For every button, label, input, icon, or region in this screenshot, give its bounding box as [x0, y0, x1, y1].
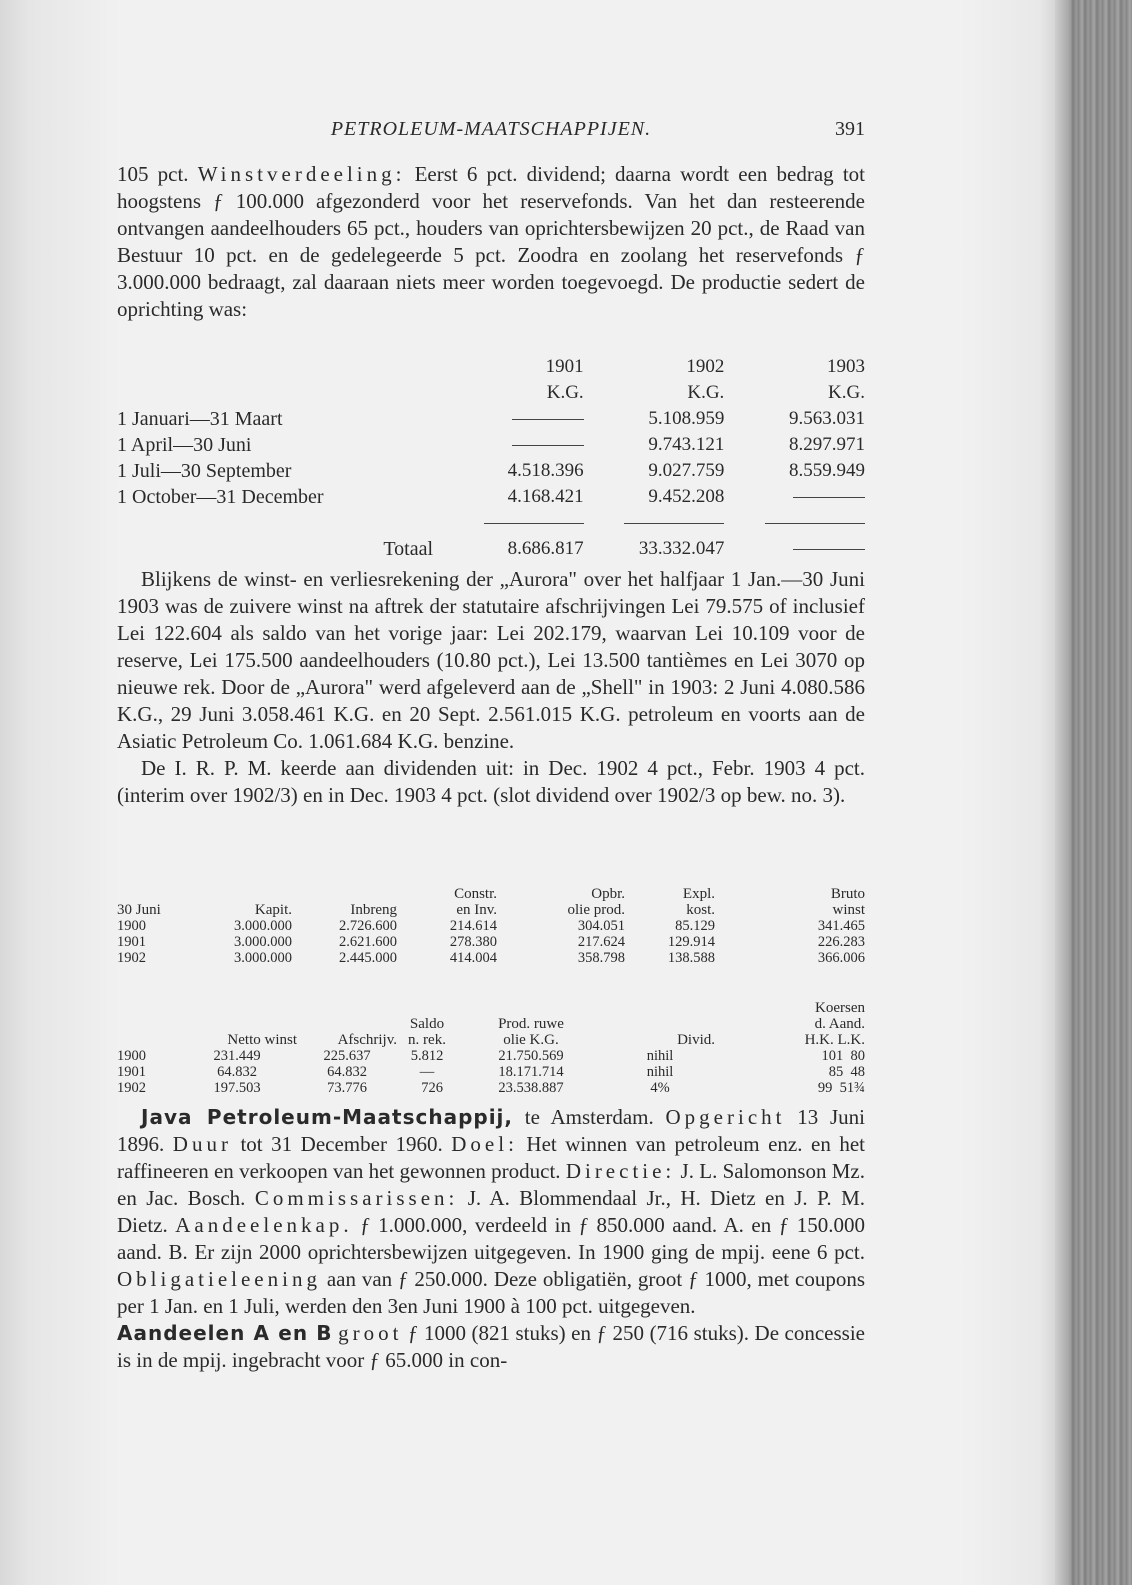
year-header: 1901 [545, 356, 584, 377]
table-row: 1 April—30 Juni 9.743.121 8.297.971 [117, 433, 865, 456]
running-header [117, 118, 865, 144]
table-row: 1900 3.000.000 2.726.600 214.614 304.051 85.129 341.465 [117, 918, 865, 934]
paragraph-aurora: Blijkens de winst- en verliesrekening der „Aurora" over het halfjaar 1 Jan.—30 Juni 1903 was de zuivere winst na aftrek der statutaire afschrijvingen Lei 79.575 of inclusief Lei 122.604 als saldo van het vorige jaar: Lei 202.179, waarvan Lei 10.109 voor de reserve, Lei 175.500 aandeelhouders (10.80 pct.), Lei 13.500 tantièmes en Lei 3070 op nieuwe rek. Door de „Aurora" werd afgeleverd aan de „Shell" in 1903: 2 Juni 4.080.586 K.G., 29 Juni 3.058.461 K.G. en 20 Sept. 2.561.015 K.G. petroleum en voorts aan de Asiatic Petroleum Co. 1.061.684 K.G. benzine. De I. R. P. M. keerde aan dividenden uit: in Dec. 1902 4 pct., Febr. 1903 4 pct. (interim over 1902/3) en in Dec. 1903 4 pct. (slot dividend over 1902/3 op bew. no. 3). [117, 567, 865, 807]
table-row: 1 Januari—31 Maart 5.108.959 9.563.031 [117, 407, 865, 430]
paragraph-winstverdeeling: 105 pct. Winstverdeeling: Eerst 6 pct. dividend; daarna wordt een bedrag tot hoogstens ƒ 100.000 afgezonderd voor het reservefonds. Van het dan resteerende ontvangen aandeelhouders 65 pct., houders van oprichtersbewijzen 20 pct., de Raad van Bestuur 10 pct. en de gedelegeerde 5 pct. Zoodra en zoolang het reservefonds ƒ 3.000.000 bedraagt, zal daaraan niets meer worden toegevoegd. De productie sedert de oprichting was: [117, 162, 865, 321]
financial-table-2: Koersen Saldo Prod. ruwe d. Aand. Netto winst Afschrijv. n. rek. olie K.G. Divid. H.K. L.K. 1900 231.449 225.637 5.812 21.750.569 nihil 101 80 1901 64.832 64.832 — 18.171.714 nihil 85 48 1902 197.503 73.776 726 23.538.887 4% 99 51¾ [117, 1000, 865, 1096]
table-row: 1900 231.449 225.637 5.812 21.750.569 nihil 101 80 [117, 1048, 865, 1064]
dash-placeholder [512, 445, 584, 446]
year-header: 1902 [686, 356, 725, 377]
production-table [117, 354, 865, 562]
dash-placeholder [512, 419, 584, 420]
total-row: Totaal 8.686.817 33.332.047 [117, 536, 865, 562]
page-number: 391 [835, 118, 865, 140]
table-row: 1902 3.000.000 2.445.000 414.004 358.798 138.588 366.006 [117, 950, 865, 966]
sum-rule [624, 523, 724, 524]
unit-header: K.G. [546, 382, 584, 403]
table-row: 1901 64.832 64.832 — 18.171.714 nihil 85 48 [117, 1064, 865, 1080]
company-name: Java Petroleum-Maatschappij, [141, 1105, 514, 1129]
table-row: 1 October—31 December 4.168.421 9.452.208 [117, 484, 865, 510]
table-row: 1 Juli—30 September 4.518.396 9.027.759 8.559.949 [117, 459, 865, 482]
dash-placeholder [793, 549, 865, 550]
spaced-term: Winstverdeeling: [197, 162, 406, 186]
shares-heading: Aandeelen A en B [117, 1321, 333, 1345]
year-header: 1903 [827, 356, 865, 377]
paragraph-java-petroleum: Java Petroleum-Maatschappij, te Amsterdam. Opgericht 13 Juni 1896. Duur tot 31 December 1960. Doel: Het winnen van petroleum enz. en het raffineeren en verkoopen van het gewonnen product. Directie: J. L. Salomonson Mz. en Jac. Bosch. Commissarissen: J. A. Blommendaal Jr., H. Dietz en J. P. M. Dietz. Aandeelenkap. ƒ 1.000.000, verdeeld in ƒ 850.000 aand. A. en ƒ 150.000 aand. B. Er zijn 2000 oprichtersbewijzen uitgegeven. In 1900 ging de mpij. eene 6 pct. Obligatieleening aan van ƒ 250.000. Deze obligatiën, groot ƒ 1000, met coupons per 1 Jan. en 1 Juli, werden den 3en Juni 1900 à 100 pct. uitgegeven. Aandeelen A en B groot ƒ 1000 (821 stuks) en ƒ 250 (716 stuks). De concessie is in de mpij. ingebracht voor ƒ 65.000 in con- [117, 1105, 866, 1372]
table-row: 1902 197.503 73.776 726 23.538.887 4% 99 51¾ [117, 1080, 865, 1096]
table-row: 1901 3.000.000 2.621.600 278.380 217.624 129.914 226.283 [117, 934, 865, 950]
section-title: PETROLEUM-MAATSCHAPPIJEN. [330, 118, 652, 140]
financial-table-1: Constr. Opbr. Expl. Bruto 30 Juni Kapit. Inbreng en Inv. olie prod. kost. winst 1900 3.000.000 2.726.600 214.614 304.051 85.129 341.465 1901 3.000.000 2.621.600 278.380 217.624 129.914 226.283 1902 3.000.000 2.445.000 414.004 358.798 138.588 366.006 [117, 886, 865, 966]
dash-placeholder [793, 497, 865, 498]
sum-rule [765, 523, 865, 524]
sum-rule [484, 523, 584, 524]
book-spine-edge [1055, 0, 1132, 1585]
unit-header: K.G. [828, 382, 865, 403]
unit-header: K.G. [687, 382, 725, 403]
